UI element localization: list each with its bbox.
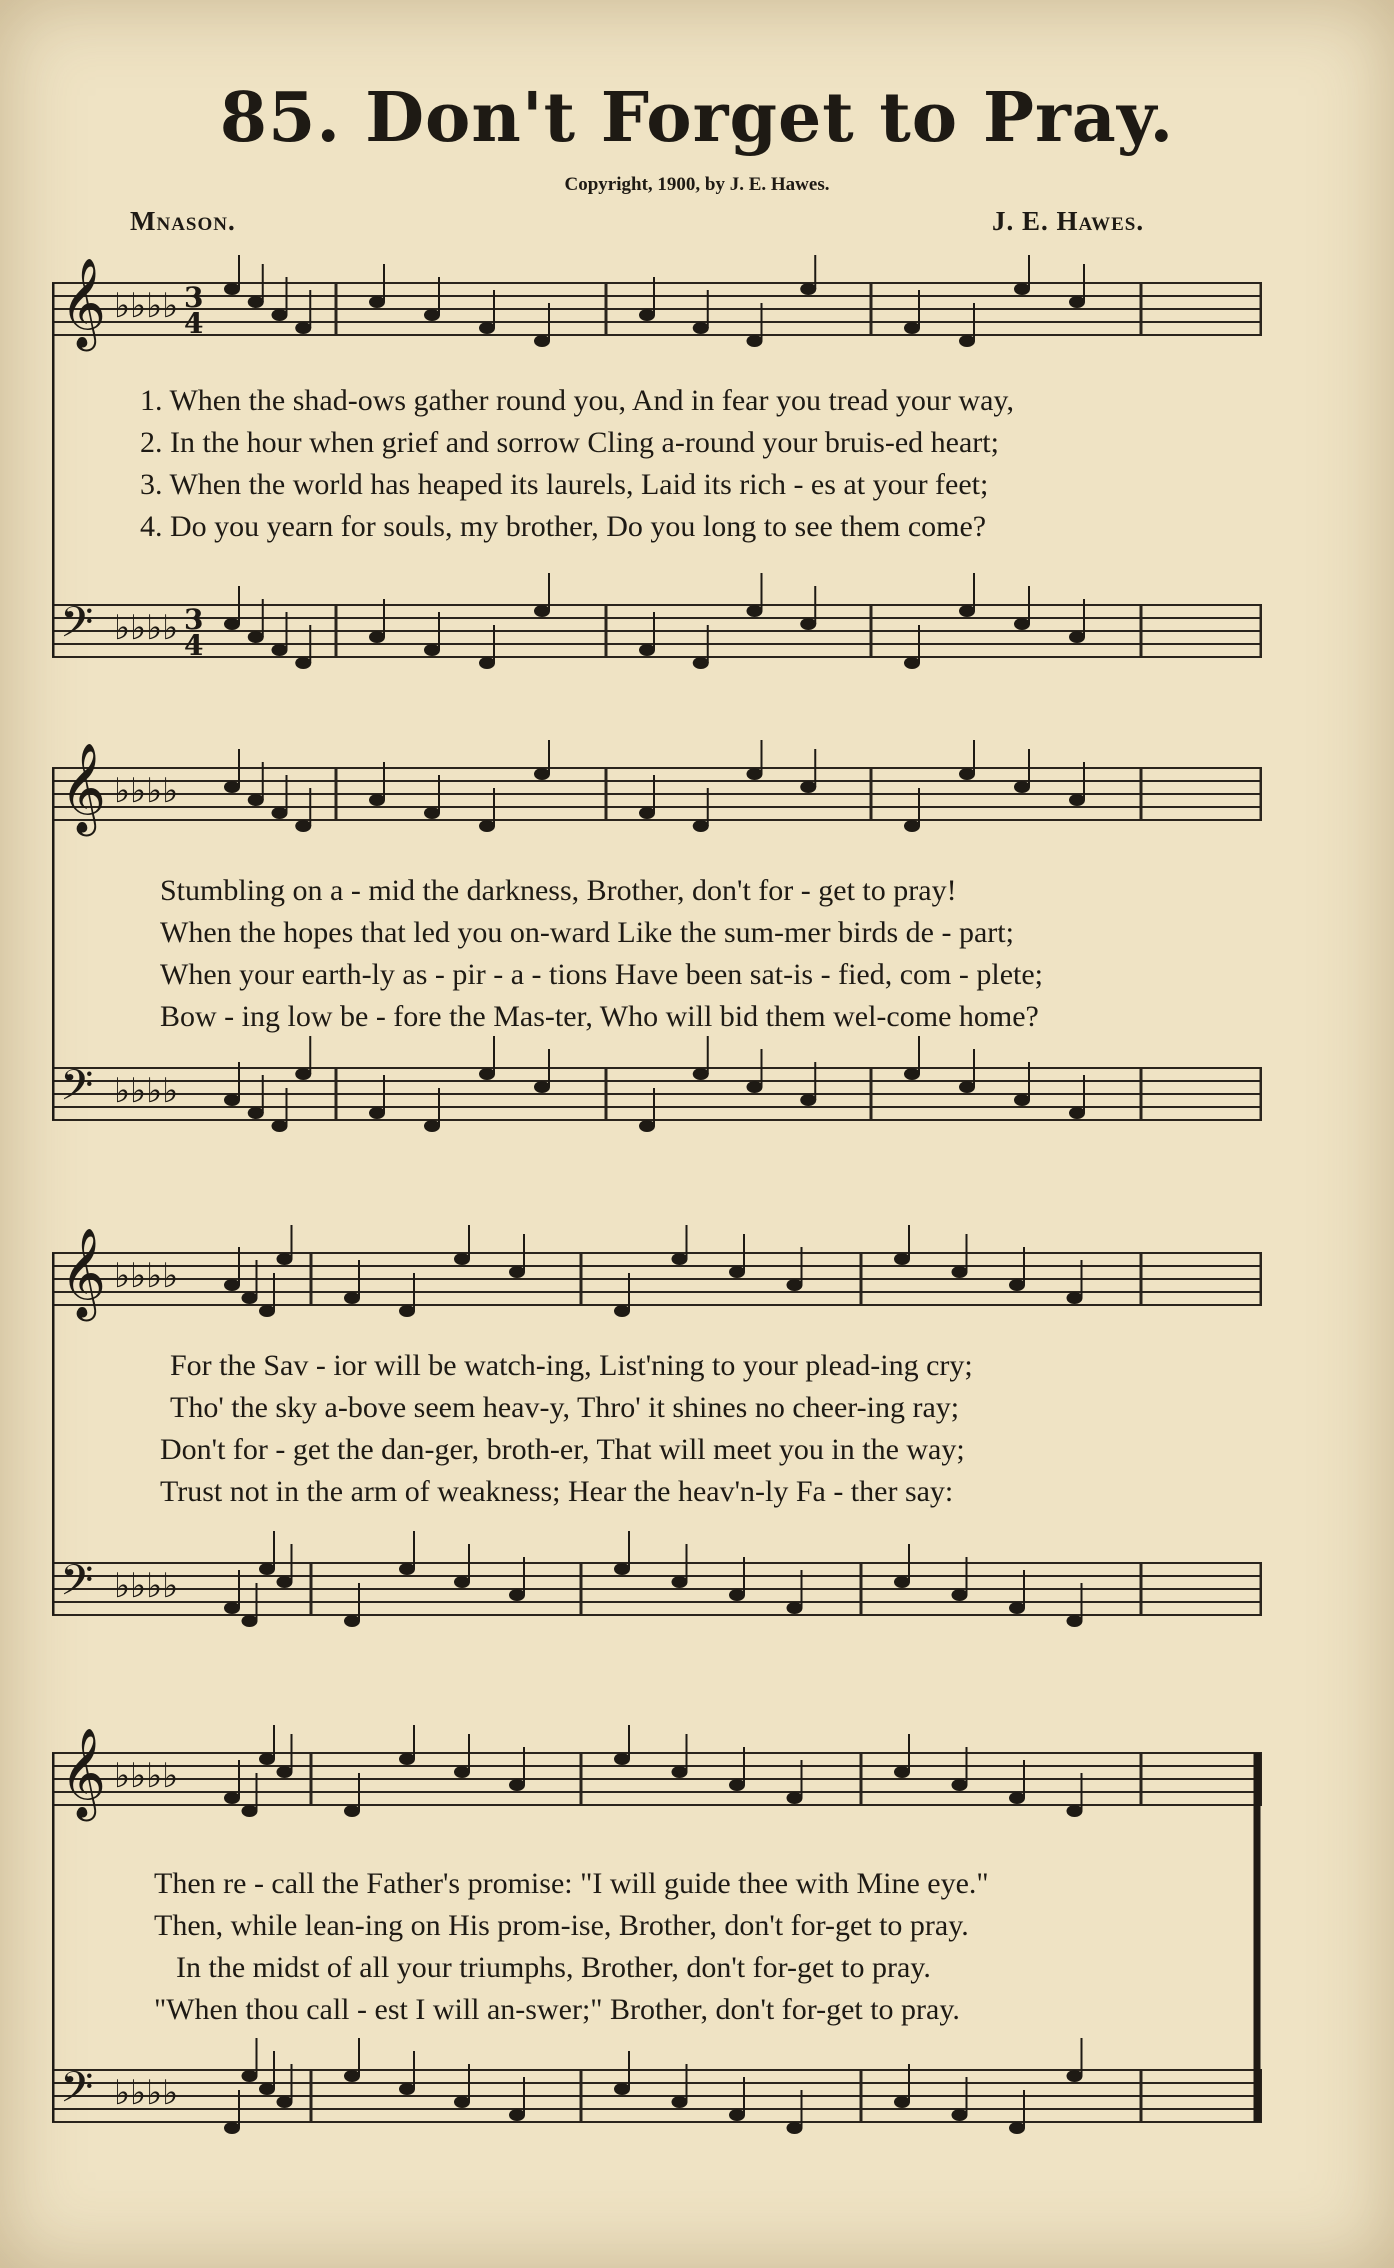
note-head-icon <box>1009 1279 1025 1291</box>
note-head-icon <box>904 1068 920 1080</box>
note-head-icon <box>952 2109 968 2121</box>
note-head-icon <box>509 1589 525 1601</box>
note-head-icon <box>272 807 288 819</box>
note-head-icon <box>1069 1107 1085 1119</box>
note-head-icon <box>272 644 288 656</box>
note-head-icon <box>614 2083 630 2095</box>
note-head-icon <box>614 1753 630 1765</box>
note-head-icon <box>295 820 311 832</box>
note-head-icon <box>1067 1292 1083 1304</box>
note-head-icon <box>248 1107 264 1119</box>
note-head-icon <box>369 296 385 308</box>
bass-clef-icon: 𝄢 <box>60 2063 94 2123</box>
verse-1-line-1: 1. When the shad-ows gather round you, And in fear you tread your way, <box>140 384 1014 417</box>
note-head-icon <box>747 1081 763 1093</box>
note-head-icon <box>787 1279 803 1291</box>
note-head-icon <box>259 1753 275 1765</box>
note-head-icon <box>224 781 240 793</box>
note-head-icon <box>672 1576 688 1588</box>
note-head-icon <box>424 807 440 819</box>
verse-3-line-3: Don't for - get the dan-ger, broth-er, That will meet you in the way; <box>160 1433 965 1466</box>
bass-clef-icon: 𝄢 <box>60 598 94 658</box>
verse-1-line-3: For the Sav - ior will be watch-ing, List'ning to your plead-ing cry; <box>170 1349 973 1382</box>
note-head-icon <box>277 1576 293 1588</box>
note-head-icon <box>242 1805 258 1817</box>
note-head-icon <box>614 1305 630 1317</box>
note-head-icon <box>248 296 264 308</box>
bass-clef-icon: 𝄢 <box>60 1061 94 1121</box>
note-head-icon <box>424 644 440 656</box>
treble-clef-icon: 𝄞 <box>60 1228 107 1318</box>
note-head-icon <box>904 322 920 334</box>
note-head-icon <box>787 1602 803 1614</box>
note-head-icon <box>295 657 311 669</box>
note-head-icon <box>904 657 920 669</box>
note-head-icon <box>224 1792 240 1804</box>
note-head-icon <box>614 1563 630 1575</box>
note-head-icon <box>369 1107 385 1119</box>
note-head-icon <box>729 1266 745 1278</box>
note-head-icon <box>344 1292 360 1304</box>
music-system-1 <box>52 255 1262 710</box>
hymn-title: Don't Forget to Pray. <box>365 78 1175 158</box>
note-head-icon <box>479 1068 495 1080</box>
key-signature-icon: ♭♭♭♭ <box>114 771 179 811</box>
note-head-icon <box>1009 1792 1025 1804</box>
time-signature-bottom: 4 <box>184 307 204 340</box>
time-signature-top: 3 <box>184 603 204 636</box>
note-head-icon <box>800 283 816 295</box>
time-signature-bottom: 4 <box>184 629 204 662</box>
note-head-icon <box>1067 1805 1083 1817</box>
note-head-icon <box>1067 2070 1083 2082</box>
verse-4-line-2: Bow - ing low be - fore the Mas-ter, Who will bid them wel-come home? <box>160 1000 1039 1033</box>
note-head-icon <box>224 1602 240 1614</box>
note-head-icon <box>952 1266 968 1278</box>
key-signature-icon: ♭♭♭♭ <box>114 1071 179 1111</box>
note-head-icon <box>277 2096 293 2108</box>
note-head-icon <box>959 1081 975 1093</box>
note-head-icon <box>424 1120 440 1132</box>
verse-2-line-3: Tho' the sky a-bove seem heav-y, Thro' it shines no cheer-ing ray; <box>170 1391 960 1424</box>
note-head-icon <box>1014 618 1030 630</box>
note-head-icon <box>224 2122 240 2134</box>
note-head-icon <box>369 794 385 806</box>
note-head-icon <box>787 2122 803 2134</box>
verse-2-line-2: When the hopes that led you on-ward Like the sum-mer birds de - part; <box>160 916 1014 949</box>
note-head-icon <box>454 1253 470 1265</box>
note-head-icon <box>224 1279 240 1291</box>
note-head-icon <box>509 2109 525 2121</box>
note-head-icon <box>534 1081 550 1093</box>
note-head-icon <box>747 605 763 617</box>
note-head-icon <box>479 820 495 832</box>
note-head-icon <box>259 2083 275 2095</box>
note-head-icon <box>800 1094 816 1106</box>
note-head-icon <box>277 1253 293 1265</box>
note-head-icon <box>894 2096 910 2108</box>
note-head-icon <box>399 2083 415 2095</box>
note-head-icon <box>242 1615 258 1627</box>
treble-clef-icon: 𝄞 <box>60 1728 107 1818</box>
note-head-icon <box>693 820 709 832</box>
note-head-icon <box>800 618 816 630</box>
note-head-icon <box>952 1779 968 1791</box>
note-head-icon <box>959 335 975 347</box>
composer-name: J. E. Hawes. <box>992 206 1145 236</box>
note-head-icon <box>894 1576 910 1588</box>
note-head-icon <box>534 335 550 347</box>
verse-3-line-4: In the midst of all your triumphs, Brother, don't for-get to pray. <box>176 1951 931 1984</box>
note-head-icon <box>295 1068 311 1080</box>
note-head-icon <box>344 2070 360 2082</box>
note-head-icon <box>454 1766 470 1778</box>
note-head-icon <box>729 1779 745 1791</box>
note-head-icon <box>259 1305 275 1317</box>
note-head-icon <box>479 657 495 669</box>
note-head-icon <box>959 605 975 617</box>
music-system-3 <box>52 1225 1262 1665</box>
note-head-icon <box>1069 794 1085 806</box>
note-head-icon <box>424 309 440 321</box>
note-head-icon <box>479 322 495 334</box>
note-head-icon <box>295 322 311 334</box>
verse-1-line-4: Then re - call the Father's promise: "I will guide thee with Mine eye." <box>154 1867 989 1900</box>
note-head-icon <box>1009 1602 1025 1614</box>
note-head-icon <box>952 1589 968 1601</box>
verse-3-line-1: 3. When the world has heaped its laurels, Laid its rich - es at your feet; <box>140 468 989 501</box>
note-head-icon <box>1067 1615 1083 1627</box>
note-head-icon <box>509 1779 525 1791</box>
verse-4-line-4: "When thou call - est I will an-swer;" Brother, don't for-get to pray. <box>154 1993 960 2026</box>
note-head-icon <box>693 657 709 669</box>
note-head-icon <box>729 2109 745 2121</box>
note-head-icon <box>1014 1094 1030 1106</box>
note-head-icon <box>693 322 709 334</box>
note-head-icon <box>904 820 920 832</box>
note-head-icon <box>454 2096 470 2108</box>
hymn-number: 85. <box>219 78 342 158</box>
time-signature-top: 3 <box>184 281 204 314</box>
note-head-icon <box>509 1266 525 1278</box>
music-system-2 <box>52 740 1262 1160</box>
note-head-icon <box>248 631 264 643</box>
note-head-icon <box>248 794 264 806</box>
note-head-icon <box>242 1292 258 1304</box>
key-signature-icon: ♭♭♭♭ <box>114 1756 179 1796</box>
key-signature-icon: ♭♭♭♭ <box>114 608 179 648</box>
note-head-icon <box>894 1766 910 1778</box>
note-head-icon <box>1069 296 1085 308</box>
note-head-icon <box>1009 2122 1025 2134</box>
note-head-icon <box>747 335 763 347</box>
note-head-icon <box>672 1253 688 1265</box>
hymn-title-block <box>0 78 1394 158</box>
note-head-icon <box>672 2096 688 2108</box>
note-head-icon <box>639 309 655 321</box>
key-signature-icon: ♭♭♭♭ <box>114 286 179 326</box>
key-signature-icon: ♭♭♭♭ <box>114 1256 179 1296</box>
key-signature-icon: ♭♭♭♭ <box>114 2073 179 2113</box>
note-head-icon <box>399 1563 415 1575</box>
note-head-icon <box>1069 631 1085 643</box>
verse-3-line-2: When your earth-ly as - pir - a - tions Have been sat-is - fied, com - plete; <box>160 958 1044 991</box>
note-head-icon <box>747 768 763 780</box>
note-head-icon <box>259 1563 275 1575</box>
treble-clef-icon: 𝄞 <box>60 258 107 348</box>
note-head-icon <box>224 618 240 630</box>
note-head-icon <box>1014 283 1030 295</box>
note-head-icon <box>344 1615 360 1627</box>
note-head-icon <box>639 644 655 656</box>
note-head-icon <box>242 2070 258 2082</box>
verse-4-line-3: Trust not in the arm of weakness; Hear the heav'n-ly Fa - ther say: <box>160 1475 954 1508</box>
verse-4-line-1: 4. Do you yearn for souls, my brother, Do you long to see them come? <box>140 510 987 543</box>
note-head-icon <box>672 1766 688 1778</box>
note-head-icon <box>787 1792 803 1804</box>
note-head-icon <box>800 781 816 793</box>
verse-1-line-2: Stumbling on a - mid the darkness, Brother, don't for - get to pray! <box>160 874 957 907</box>
note-head-icon <box>369 631 385 643</box>
note-head-icon <box>639 807 655 819</box>
verse-2-line-1: 2. In the hour when grief and sorrow Cling a-round your bruis-ed heart; <box>140 426 999 459</box>
note-head-icon <box>534 768 550 780</box>
note-head-icon <box>959 768 975 780</box>
note-head-icon <box>272 309 288 321</box>
note-head-icon <box>224 1094 240 1106</box>
note-head-icon <box>344 1805 360 1817</box>
note-head-icon <box>729 1589 745 1601</box>
note-head-icon <box>639 1120 655 1132</box>
note-head-icon <box>224 283 240 295</box>
treble-clef-icon: 𝄞 <box>60 743 107 833</box>
note-head-icon <box>534 605 550 617</box>
bass-clef-icon: 𝄢 <box>60 1556 94 1616</box>
note-head-icon <box>454 1576 470 1588</box>
copyright-line: Copyright, 1900, by J. E. Hawes. <box>564 174 830 195</box>
note-head-icon <box>272 1120 288 1132</box>
music-system-4 <box>52 1725 1262 2165</box>
note-head-icon <box>693 1068 709 1080</box>
note-head-icon <box>1014 781 1030 793</box>
verse-2-line-4: Then, while lean-ing on His prom-ise, Brother, don't for-get to pray. <box>154 1909 969 1942</box>
tune-name: Mnason. <box>130 206 236 236</box>
key-signature-icon: ♭♭♭♭ <box>114 1566 179 1606</box>
note-head-icon <box>399 1753 415 1765</box>
note-head-icon <box>277 1766 293 1778</box>
note-head-icon <box>399 1305 415 1317</box>
note-head-icon <box>894 1253 910 1265</box>
